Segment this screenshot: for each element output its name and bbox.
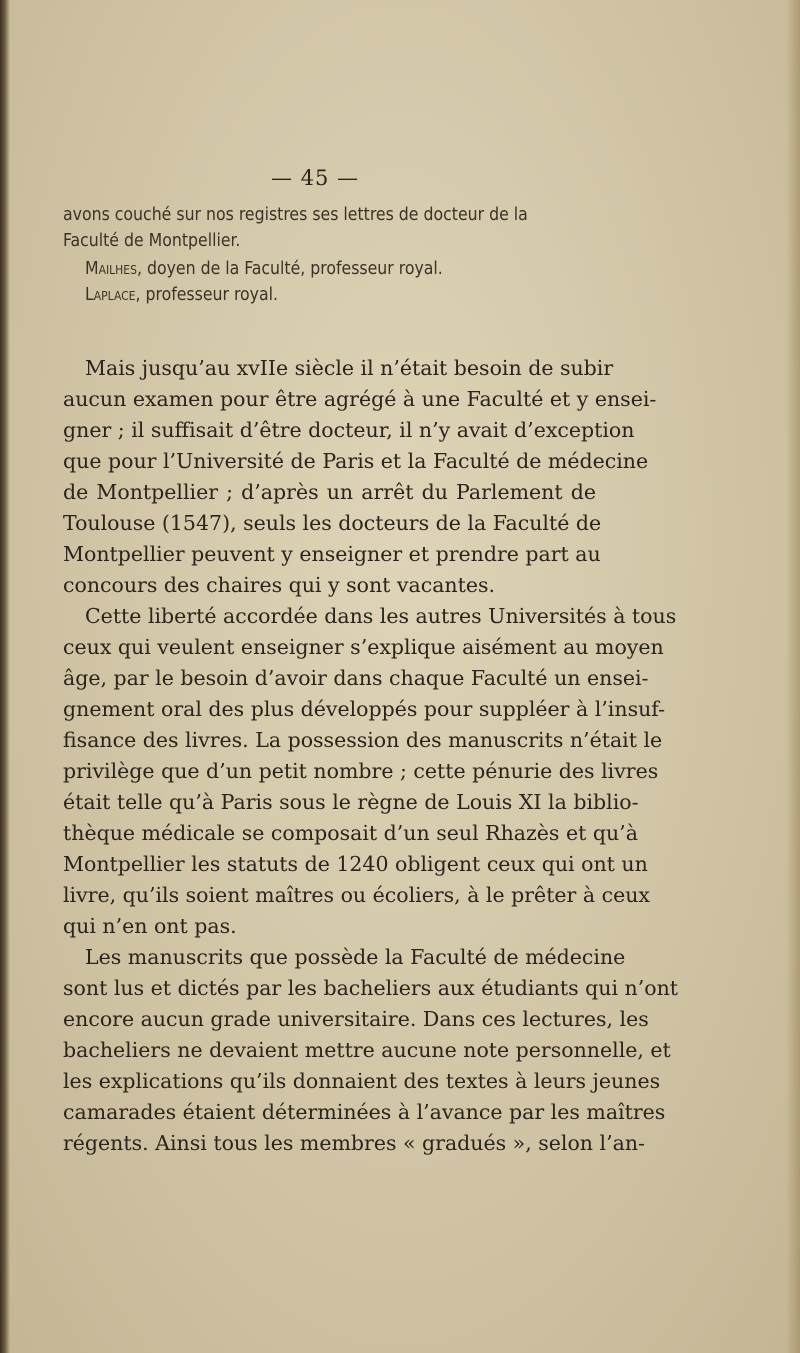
signatory-name: Laplace [85, 285, 136, 305]
text-line: Montpellier peuvent y enseigner et prendre part au [63, 542, 601, 566]
text-line: fisance des livres. La possession des manuscrits n’était le [63, 728, 663, 752]
text-line: gnement oral des plus développés pour suppléer à l’insuf- [63, 697, 666, 721]
text-line: les explications qu’ils donnaient des textes à leurs jeunes [63, 1069, 661, 1093]
text-line: aucun examen pour être agrégé à une Faculté et y ensei- [63, 387, 657, 411]
signatory-name: Mailhes [85, 259, 137, 279]
text-line: Montpellier les statuts de 1240 obligent ceux qui ont un [63, 852, 648, 876]
signatory-title: , doyen de la Faculté, professeur royal. [136, 259, 443, 279]
text-line: gner ; il suffisait d’être docteur, il n’y avait d’exception [63, 418, 635, 442]
text-line: était telle qu’à Paris sous le règne de Louis XI la biblio- [63, 790, 639, 814]
text-line: Toulouse (1547), seuls les docteurs de la Faculté de [63, 511, 602, 535]
certificate-line-1: avons couché sur nos registres ses lettres de docteur de la [63, 205, 528, 225]
text-line: thèque médicale se composait d’un seul Rhazès et qu’à [63, 821, 638, 845]
text-line: privilège que d’un petit nombre ; cette pénurie des livres [63, 759, 659, 783]
text-line: livre, qu’ils soient maîtres ou écoliers, à le prêter à ceux [63, 883, 650, 907]
text-line: Cette liberté accordée dans les autres Universités à tous [85, 604, 677, 628]
text-line: âge, par le besoin d’avoir dans chaque Faculté un ensei- [63, 666, 649, 690]
text-line: qui n’en ont pas. [63, 914, 237, 938]
signature-laplace [85, 282, 625, 308]
text-line: que pour l’Université de Paris et la Faculté de médecine [63, 449, 649, 473]
text-line: régents. Ainsi tous les membres « gradués », selon l’an- [63, 1131, 645, 1155]
text-line: bacheliers ne devaient mettre aucune note personnelle, et [63, 1038, 671, 1062]
text-line: de Montpellier ; d’après un arrêt du Parlement de [63, 480, 596, 504]
text-line: concours des chaires qui y sont vacantes. [63, 573, 496, 597]
text-line: Mais jusqu’au xvIIe siècle il n’était besoin de subir [85, 356, 614, 380]
text-line: ceux qui veulent enseigner s’explique aisément au moyen [63, 635, 664, 659]
certificate-line-2: Faculté de Montpellier. [63, 231, 241, 251]
text-line: encore aucun grade universitaire. Dans ces lectures, les [63, 1007, 649, 1031]
page-number: — 45 — [270, 166, 360, 190]
text-line: sont lus et dictés par les bacheliers aux étudiants qui n’ont [63, 976, 679, 1000]
signatory-title: , professeur royal. [135, 285, 279, 305]
certificate-text [63, 202, 603, 254]
text-line: Les manuscrits que possède la Faculté de médecine [85, 945, 626, 969]
text-line: camarades étaient déterminées à l’avance par les maîtres [63, 1100, 666, 1124]
signature-mailhes [85, 256, 625, 282]
